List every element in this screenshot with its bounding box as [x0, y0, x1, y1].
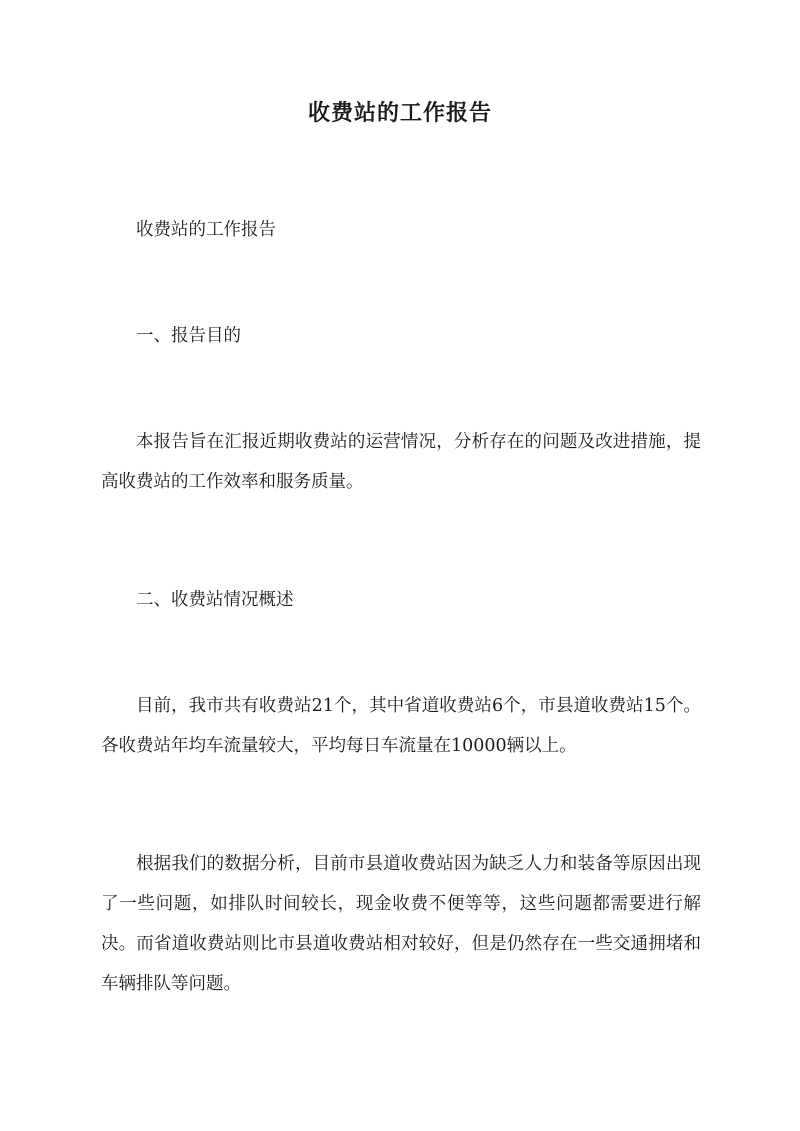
body-paragraph-analysis: 根据我们的数据分析，目前市县道收费站因为缺乏人力和装备等原因出现了一些问题，如排队时间较长，现金收费不便等等，这些问题都需要进行解决。而省道收费站则比市县道收费站相对较好，但是仍然存在一些交通拥堵和车辆排队等问题。 [101, 854, 701, 994]
body-paragraph-purpose: 本报告旨在汇报近期收费站的运营情况，分析存在的问题及改进措施，提高收费站的工作效率和服务质量。 [101, 432, 701, 492]
subtitle-paragraph: 收费站的工作报告 [136, 220, 276, 240]
document-title: 收费站的工作报告 [307, 100, 492, 126]
section-heading-overview: 二、收费站情况概述 [136, 590, 294, 610]
section-heading-purpose: 一、报告目的 [136, 326, 241, 346]
body-paragraph-overview: 目前，我市共有收费站21个，其中省道收费站6个，市县道收费站15个。各收费站年均车流量较大，平均每日车流量在10000辆以上。 [101, 696, 701, 756]
